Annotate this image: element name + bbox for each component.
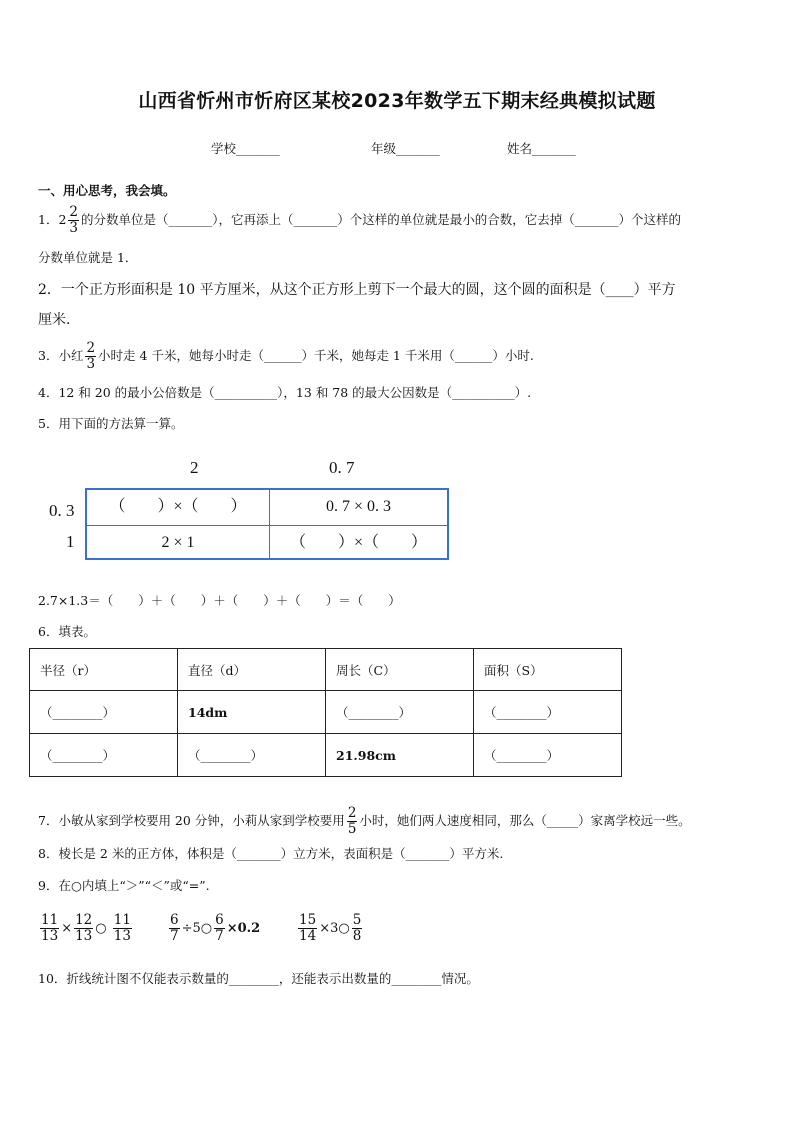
question-6: 6．填表。 bbox=[38, 624, 96, 639]
q1-fraction bbox=[68, 205, 79, 236]
table-header: 半径（r） bbox=[30, 649, 178, 691]
fraction bbox=[113, 913, 132, 944]
question-4: 4．12 和 20 的最小公倍数是（__________），13 和 78 的最大公因数是（__________）. bbox=[38, 385, 532, 400]
frac-num: 5 bbox=[352, 912, 362, 928]
table-cell: （________） bbox=[326, 691, 474, 734]
grid-cell-bottom-right: （ ）×（ ） bbox=[289, 534, 428, 551]
frac-den: 8 bbox=[352, 928, 362, 944]
grid-cell-top-left: （ ）×（ ） bbox=[109, 498, 247, 515]
area-side-top-label: 0. 3 bbox=[49, 501, 75, 520]
fraction bbox=[40, 913, 59, 944]
q3-post: 小时走 4 千米，她每小时走（______）千米，她每走 1 千米用（______）小时. bbox=[98, 348, 534, 363]
question-1 bbox=[38, 205, 681, 236]
grade-field: 年级_______ bbox=[371, 141, 440, 156]
question-7 bbox=[38, 806, 691, 837]
area-top-right-label: 0. 7 bbox=[329, 458, 355, 477]
fraction bbox=[214, 913, 225, 944]
table-cell: （________） bbox=[474, 734, 622, 777]
frac-den: 13 bbox=[113, 928, 131, 944]
table-row bbox=[30, 734, 622, 777]
table-header: 面积（S） bbox=[474, 649, 622, 691]
question-1-continued: 分数单位就是 1． bbox=[38, 250, 138, 265]
question-10: 10．折线统计图不仅能表示数量的________，还能表示出数量的________情况。 bbox=[38, 971, 479, 986]
grid-cell-bottom-left: 2 × 1 bbox=[161, 534, 195, 551]
q3-fraction bbox=[85, 341, 96, 372]
question-2: 2．一个正方形面积是 10 平方厘米，从这个正方形上剪下一个最大的圆，这个圆的面积是（____）平方 bbox=[38, 282, 676, 298]
q1-frac-num: 2 bbox=[69, 204, 78, 220]
operator: ×0.2 bbox=[226, 921, 261, 936]
frac-num: 15 bbox=[299, 912, 317, 928]
q7-fraction bbox=[347, 806, 358, 837]
question-5: 5．用下面的方法算一算。 bbox=[38, 416, 184, 431]
circle-table bbox=[29, 648, 622, 777]
grid-cell-top-right: 0. 7 × 0. 3 bbox=[325, 498, 392, 515]
frac-num: 11 bbox=[113, 912, 131, 928]
area-side-bottom-label: 1 bbox=[66, 532, 75, 551]
fraction bbox=[298, 913, 317, 944]
table-cell: 21.98cm bbox=[326, 734, 474, 777]
q7-pre: 7．小敏从家到学校要用 20 分钟，小莉从家到学校要用 bbox=[38, 813, 345, 828]
table-cell: 14dm bbox=[178, 691, 326, 734]
q9-expression-1 bbox=[38, 913, 134, 944]
table-header: 周长（C） bbox=[326, 649, 474, 691]
operator: × bbox=[61, 921, 73, 936]
table-cell: （________） bbox=[30, 691, 178, 734]
table-row bbox=[30, 691, 622, 734]
frac-den: 14 bbox=[299, 928, 317, 944]
q7-frac-den: 5 bbox=[347, 821, 357, 837]
section-heading: 一、用心思考，我会填。 bbox=[38, 183, 176, 198]
table-header: 直径（d） bbox=[178, 649, 326, 691]
frac-num: 12 bbox=[75, 912, 93, 928]
frac-den: 13 bbox=[41, 928, 59, 944]
fraction bbox=[169, 913, 180, 944]
question-3 bbox=[38, 341, 534, 372]
q1-number: 1． bbox=[38, 212, 59, 227]
q3-frac-num: 2 bbox=[86, 340, 96, 356]
operator: ÷5○ bbox=[181, 921, 213, 936]
table-cell: （________） bbox=[178, 734, 326, 777]
frac-num: 6 bbox=[170, 912, 179, 928]
table-cell: （________） bbox=[30, 734, 178, 777]
question-2-continued: 厘米. bbox=[38, 312, 71, 328]
q1-frac-den: 3 bbox=[69, 220, 78, 236]
question-8: 8．棱长是 2 米的正方体，体积是（_______）立方米，表面积是（_______）平方米. bbox=[38, 846, 504, 861]
frac-num: 6 bbox=[215, 912, 224, 928]
frac-den: 13 bbox=[75, 928, 93, 944]
frac-den: 7 bbox=[170, 928, 179, 944]
q3-pre: 3．小红 bbox=[38, 348, 84, 363]
q1-text: 的分数单位是（_______），它再添上（_______）个这样的单位就是最小的合数，它去掉（_______）个这样的 bbox=[81, 212, 682, 227]
compare-circle[interactable]: ○ bbox=[95, 921, 107, 936]
q3-frac-den: 3 bbox=[86, 356, 96, 372]
fraction bbox=[74, 913, 93, 944]
q7-post: 小时，她们两人速度相同，那么（_____）家离学校远一些。 bbox=[359, 813, 691, 828]
name-field: 姓名_______ bbox=[507, 141, 576, 156]
q9-expression-3 bbox=[296, 913, 364, 944]
frac-num: 11 bbox=[41, 912, 59, 928]
area-model-grid bbox=[85, 488, 449, 560]
page-title: 山西省忻州市忻府区某校2023年数学五下期末经典模拟试题 bbox=[138, 90, 656, 112]
school-field: 学校_______ bbox=[211, 141, 280, 156]
operator: ×3○ bbox=[319, 921, 350, 936]
question-9: 9．在○内填上“＞”“＜”或“=”. bbox=[38, 878, 210, 893]
q5-equation: 2.7×1.3＝（ ）＋（ ）＋（ ）＋（ ）＝（ ） bbox=[38, 593, 401, 608]
q7-frac-num: 2 bbox=[347, 805, 357, 821]
table-header-row bbox=[30, 649, 622, 691]
fraction bbox=[352, 913, 363, 944]
frac-den: 7 bbox=[215, 928, 224, 944]
q9-expression-2 bbox=[167, 913, 260, 944]
table-cell: （________） bbox=[474, 691, 622, 734]
q1-whole: 2 bbox=[58, 212, 67, 227]
area-top-left-label: 2 bbox=[190, 458, 199, 477]
